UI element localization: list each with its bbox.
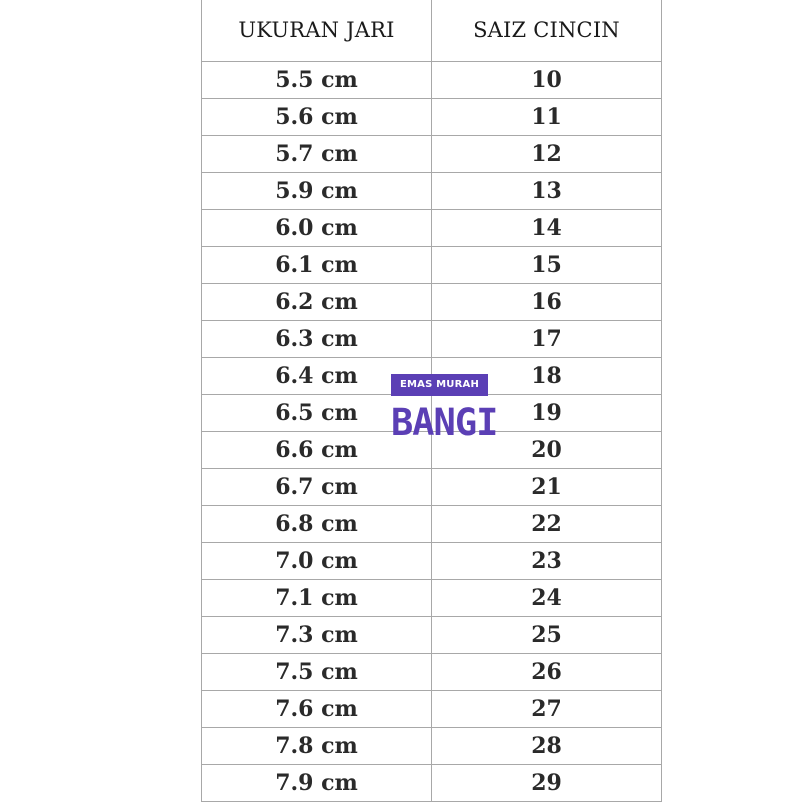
ring-size-cell: 21 [432,469,662,506]
ring-size-cell: 27 [432,691,662,728]
finger-size-cell: 6.0 cm [202,210,432,247]
header-ring-size: SAIZ CINCIN [432,0,662,62]
table-row [202,506,662,543]
table-row [202,99,662,136]
finger-size-cell: 6.3 cm [202,321,432,358]
watermark-main-text: BANGI [391,401,498,444]
ring-size-cell: 22 [432,506,662,543]
finger-size-cell: 6.8 cm [202,506,432,543]
ring-size-cell: 28 [432,728,662,765]
finger-size-cell: 7.0 cm [202,543,432,580]
finger-size-cell: 7.6 cm [202,691,432,728]
ring-size-cell: 24 [432,580,662,617]
ring-size-cell: 23 [432,543,662,580]
ring-size-cell: 20 [432,432,662,469]
ring-size-cell: 19 [432,395,662,432]
table-row [202,210,662,247]
finger-size-cell: 5.5 cm [202,62,432,99]
table-row [202,62,662,99]
table-row [202,765,662,802]
finger-size-cell: 7.3 cm [202,617,432,654]
table-row [202,284,662,321]
ring-size-cell: 16 [432,284,662,321]
finger-size-cell: 5.7 cm [202,136,432,173]
watermark-top-text: EMAS MURAH [391,374,488,396]
table-row [202,728,662,765]
ring-size-cell: 29 [432,765,662,802]
finger-size-cell: 6.4 cm [202,358,432,395]
ring-size-cell: 11 [432,99,662,136]
ring-size-cell: 10 [432,62,662,99]
ring-size-cell: 14 [432,210,662,247]
table-row [202,469,662,506]
finger-size-cell: 7.5 cm [202,654,432,691]
table-row [202,395,662,432]
table-row [202,580,662,617]
table-row [202,432,662,469]
table-row [202,543,662,580]
header-finger-size: UKURAN JARI [202,0,432,62]
table-row [202,691,662,728]
finger-size-cell: 6.1 cm [202,247,432,284]
table-row [202,321,662,358]
finger-size-cell: 5.6 cm [202,99,432,136]
table-row [202,247,662,284]
ring-size-cell: 15 [432,247,662,284]
ring-size-cell: 17 [432,321,662,358]
table-row [202,173,662,210]
finger-size-cell: 7.8 cm [202,728,432,765]
finger-size-cell: 7.1 cm [202,580,432,617]
ring-size-cell: 18 [432,358,662,395]
ring-size-table-container [201,0,661,802]
finger-size-cell: 5.9 cm [202,173,432,210]
finger-size-cell: 6.6 cm [202,432,432,469]
table-row [202,654,662,691]
ring-size-cell: 26 [432,654,662,691]
ring-size-cell: 13 [432,173,662,210]
finger-size-cell: 6.2 cm [202,284,432,321]
table-row [202,617,662,654]
ring-size-cell: 25 [432,617,662,654]
table-body [202,62,662,802]
finger-size-cell: 6.5 cm [202,395,432,432]
table-row [202,358,662,395]
finger-size-cell: 7.9 cm [202,765,432,802]
finger-size-cell: 6.7 cm [202,469,432,506]
ring-size-cell: 12 [432,136,662,173]
table-header-row [202,0,662,62]
table-row [202,136,662,173]
ring-size-table [201,0,662,802]
